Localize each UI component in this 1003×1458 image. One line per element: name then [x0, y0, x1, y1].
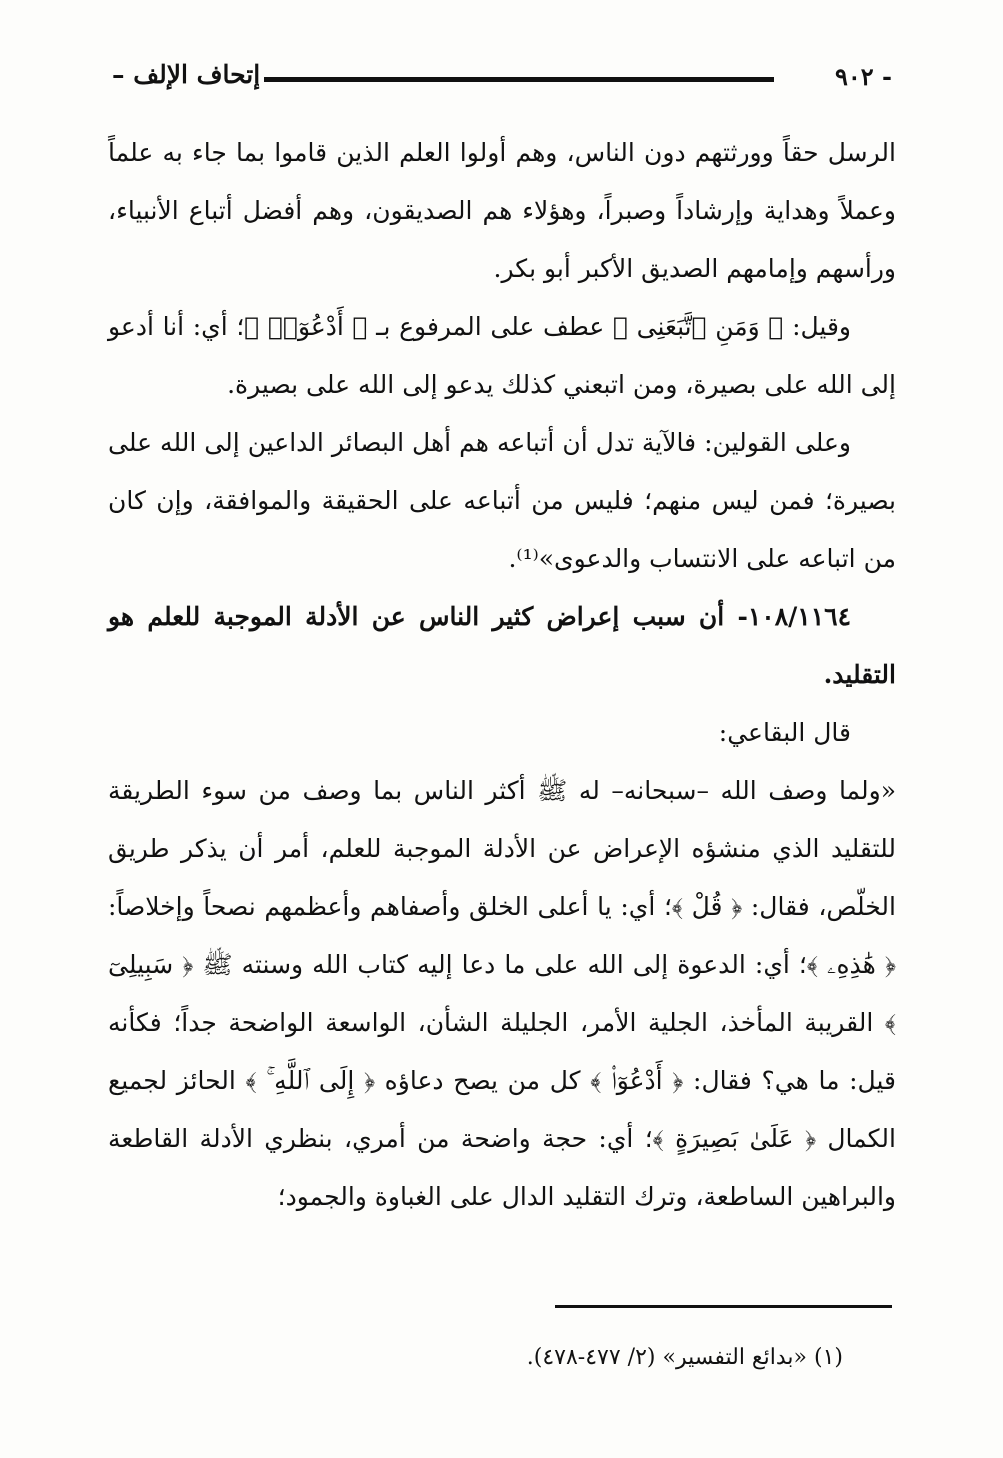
paragraph: وقيل: ﴿ وَمَنِ ٱتَّبَعَنِى ﴾ عطف على المرفوع بـ ﴿ أَدْعُوٓا۟ ﴾؛ أي: أنا أدعو إلى الله على بصيرة، ومن اتبعني كذلك يدعو إلى الله على بصيرة. — [108, 312, 896, 399]
paragraph: قال البقاعي: — [718, 718, 851, 747]
footnote-rule — [555, 1305, 892, 1308]
page-number: - ٩٠٢ — [835, 62, 892, 91]
main-text — [108, 124, 896, 1226]
header-rule — [264, 77, 774, 82]
quote-paragraph: «ولما وصف الله –سبحانه– له ﷺ أكثر الناس بما وصف من سوء الطريقة للتقليد الذي منشؤه الإعراض عن الأدلة الموجبة للعلم، أمر أن يذكر طريق الخلّص، فقال: ﴿ قُلْ ﴾؛ أي: يا أعلى الخلق وأصفاهم وأعظمهم نصحاً وإخلاصاً: ﴿ هَٰذِهِۦ ﴾؛ أي: الدعوة إلى الله على ما دعا إليه كتاب الله وسنته ﷺ ﴿ سَبِيلِىٓ ﴾ القريبة المأخذ، الجلية الأمر، الجليلة الشأن، الواسعة الواضحة جداً؛ فكأنه قيل: ما هي؟ فقال: ﴿ أَدْعُوٓا۟ ﴾ كل من يصح دعاؤه ﴿ إِلَى ٱللَّهِ ۚ ﴾ الحائز لجميع الكمال ﴿ عَلَىٰ بَصِيرَةٍ ﴾؛ أي: حجة واضحة من أمري، بنظري الأدلة القاطعة والبراهين الساطعة، وترك التقليد الدال على الغباوة والجمود؛ — [108, 776, 896, 1211]
paragraph: الرسل حقاً وورثتهم دون الناس، وهم أولوا العلم الذين قاموا بما جاء به علماً وعملاً وهداية وإرشاداً وصبراً، وهؤلاء هم الصديقون، وهم أفضل أتباع الأنبياء، ورأسهم وإمامهم الصديق الأكبر أبو بكر. — [108, 138, 896, 283]
section-heading: ١٠٨/١١٦٤- أن سبب إعراض كثير الناس عن الأدلة الموجبة للعلم هو التقليد. — [108, 602, 896, 689]
book-title: إتحاف الإلف – — [112, 60, 261, 89]
paragraph: وعلى القولين: فالآية تدل أن أتباعه هم أهل البصائر الداعين إلى الله على بصيرة؛ فمن ليس منهم؛ فليس من أتباعه على الحقيقة والموافقة، وإن كان من اتباعه على الانتساب والدعوى»⁽¹⁾. — [108, 428, 896, 573]
footnote: (١) «بدائع التفسير» (٢/ ٤٧٧-٤٧٨). — [526, 1345, 843, 1370]
page-header — [112, 58, 892, 98]
